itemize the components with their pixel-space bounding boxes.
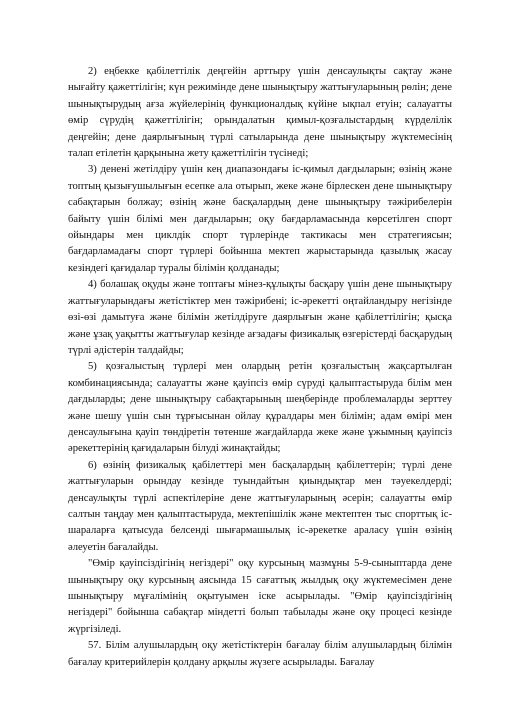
paragraph-57: 57. Білім алушылардың оқу жетістіктерін бағалау білім алушылардың білімін бағалау критерийлерін қолдану арқылы жүзеге асырылады. Бағалау bbox=[68, 640, 452, 668]
paragraph-2: 2) еңбекке қабілеттілік деңгейін арттыру үшін денсаулықты сақтау және нығайту қажеттілігін; күн режимінде дене шынықтыру жаттығуларының рөлін; дене шынықтырудың ағза жүйелерінің функционалдық күйіне ықпал етуін; салауатты өмір сүрудің қажеттілігін; орындалатын қимыл-қозғалыстардың күрделілік деңгейін; дене даярлығының түрлі сатыларында дене шынықтыру жүктемесінің талап етілетін қарқынына жету қажеттілігін түсінеді; bbox=[68, 66, 452, 160]
paragraph-6: 6) өзінің физикалық қабілеттері мен басқалардың қабілеттерін; түрлі дене жаттығуларын орындау кезінде туындайтын қиындықтар мен тәуекелдерді; денсаулықты түрлі аспектілеріне дене жаттығуларының әсерін; салауатты өмір салтын таңдау мен қалыптастыруда, мектепішілік және мектептен тыс спорттық іс-шараларға қатысуда белсенді шығармашылық іс-әрекетке араласу үшін өзінің әлеуетін бағалайды. bbox=[68, 459, 452, 553]
paragraph-life-safety-course: "Өмір қауіпсіздігінің негіздері" оқу курсының мазмұны 5-9-сыныптарда дене шынықтыру оқу курсының аясында 15 сағаттық жылдық оқу жүктемесімен дене шынықтыру мұғалімінің оқытуымен іске асырылады. "Өмір қауіпсіздігінің негіздері" бойынша сабақтар міндетті болып табылады және оқу процесі кезінде жүргізіледі. bbox=[68, 558, 452, 635]
paragraph-5: 5) қозғалыстың түрлері мен олардың ретін қозғалыстың жақсартылған комбинациясында; салауатты және қауіпсіз өмір сүруді қалыптастыруда білім мен дағдыларды; дене шынықтыру сабақтарының шеңберінде проблемаларды зерттеу және шешу үшін сын тұрғысынан ойлау құралдары мен білімін; адам өмірі мен денсаулығына қауіп төндіретін төтенше жағдайларда жеке және ұжымның қауіпсіз әрекеттерінің қағидаларын білуді жинақтайды; bbox=[68, 361, 452, 455]
paragraph-3: 3) денені жетілдіру үшін кең диапазондағы іс-қимыл дағдыларын; өзінің және топтың қызығушылығын есепке ала отырып, жеке және бірлескен дене шынықтыру сабақтарын болжау; өзінің және басқалардың дене шынықтыру тәжірибелерін байыту үшін білімі мен дағдыларын; оқу бағдарламасында көрсетілген спорт ойындары мен циклдік спорт түрлерінде тактикасы мен стратегиясын; бағдарламадағы спорт түрлері бойынша мектеп жарыстарында қазылық жасау кезіндегі қағидалар туралы білімін қолданады; bbox=[68, 164, 452, 274]
document-page bbox=[68, 64, 452, 671]
paragraph-4: 4) болашақ оқуды және топтағы мінез-құлықты басқару үшін дене шынықтыру жаттығуларындағы жетістіктер мен тәжірибені; іс-әрекетті оңтайландыру негізінде өзі-өзі дамытуға және білімін жетілдіруге даярлығын және қабілеттілігін; қысқа және ұзақ уақытты жаттығулар кезінде ағзадағы физикалық өзгерістерді басқарудың түрлі әдістерін талдайды; bbox=[68, 279, 452, 356]
